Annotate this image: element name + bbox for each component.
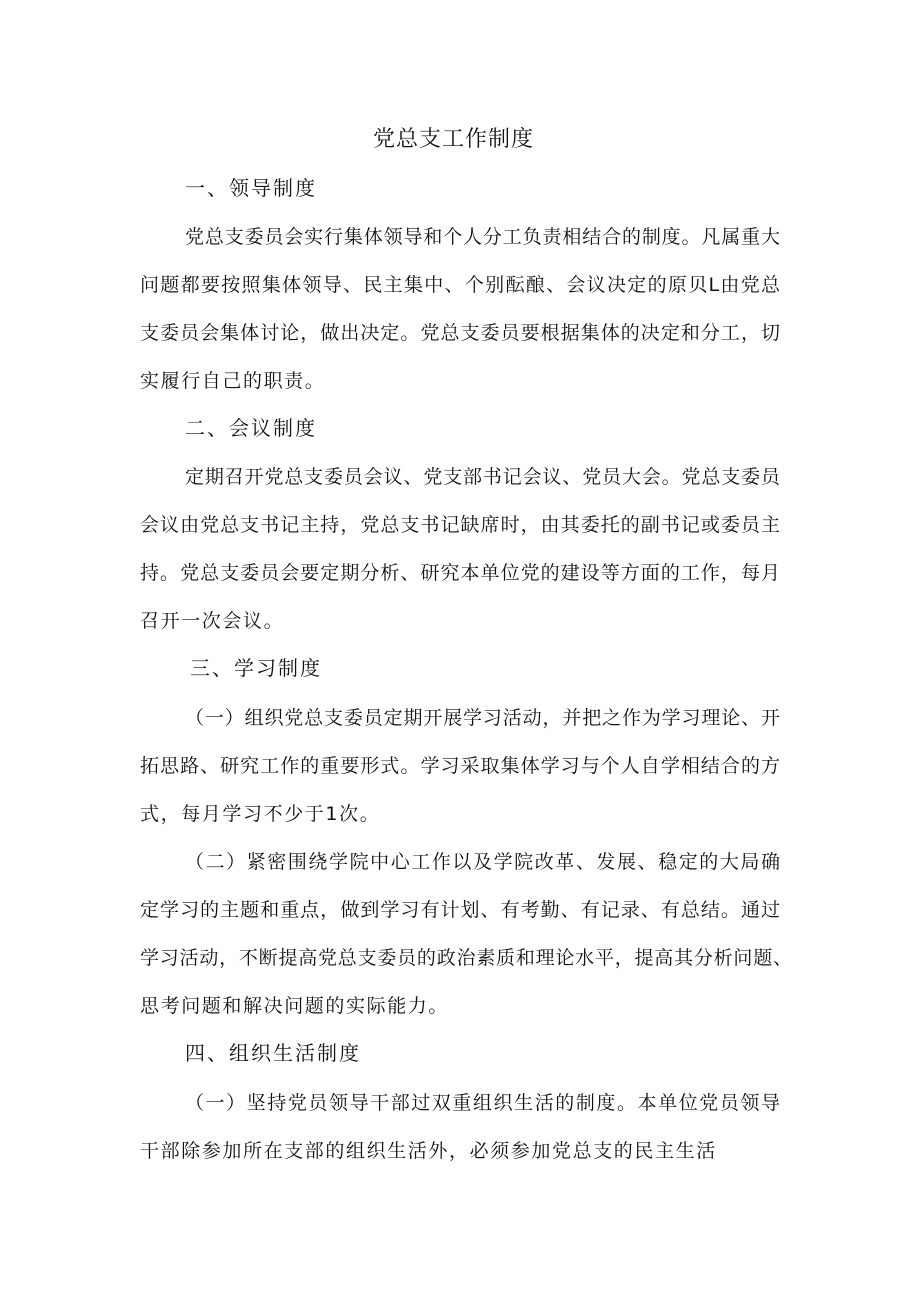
paragraph-line: 拓思路、研究工作的重要形式。学习采取集体学习与个人自学相结合的方 <box>140 755 780 777</box>
paragraph-line: 式，每月学习不少于1次。 <box>140 803 381 825</box>
paragraph-line: （一）坚持党员领导干部过双重组织生活的制度。本单位党员领导 <box>185 1092 780 1114</box>
document-title: 党总支工作制度 <box>373 127 535 152</box>
paragraph-line: 思考问题和解决问题的实际能力。 <box>140 995 450 1017</box>
section-heading-study: 三、学习制度 <box>190 656 322 680</box>
paragraph-line: 问题都要按照集体领导、民主集中、个别酝酿、会议决定的原贝L由党总 <box>140 274 780 296</box>
paragraph-line: 实履行自己的职责。 <box>140 370 326 392</box>
paragraph-line: 干部除参加所在支部的组织生活外，必须参加党总支的民主生活 <box>140 1140 717 1162</box>
paragraph-line: 学习活动，不断提高党总支委员的政治素质和理论水平，提高其分析问题、 <box>140 947 792 969</box>
section-heading-meetings: 二、会议制度 <box>185 416 317 440</box>
paragraph-line: （二）紧密围绕学院中心工作以及学院改革、发展、稳定的大局确 <box>185 851 780 873</box>
paragraph-line: 党总支委员会实行集体领导和个人分工负责相结合的制度。凡属重大 <box>185 226 780 248</box>
paragraph-line: 召开一次会议。 <box>140 610 285 632</box>
paragraph-line: 支委员会集体讨论，做出决定。党总支委员要根据集体的决定和分工，切 <box>140 322 780 344</box>
paragraph-line: 持。党总支委员会要定期分析、研究本单位党的建设等方面的工作，每月 <box>140 562 780 584</box>
paragraph-line: 定期召开党总支委员会议、党支部书记会议、党员大会。党总支委员 <box>185 466 780 488</box>
paragraph-line: （一）组织党总支委员定期开展学习活动，并把之作为学习理论、开 <box>185 707 780 729</box>
section-heading-organizational-life: 四、组织生活制度 <box>185 1041 361 1065</box>
paragraph-line: 会议由党总支书记主持，党总支书记缺席时，由其委托的副书记或委员主 <box>140 514 780 536</box>
paragraph-line: 定学习的主题和重点，做到学习有计划、有考勤、有记录、有总结。通过 <box>140 899 780 921</box>
section-heading-leadership: 一、领导制度 <box>185 176 317 200</box>
